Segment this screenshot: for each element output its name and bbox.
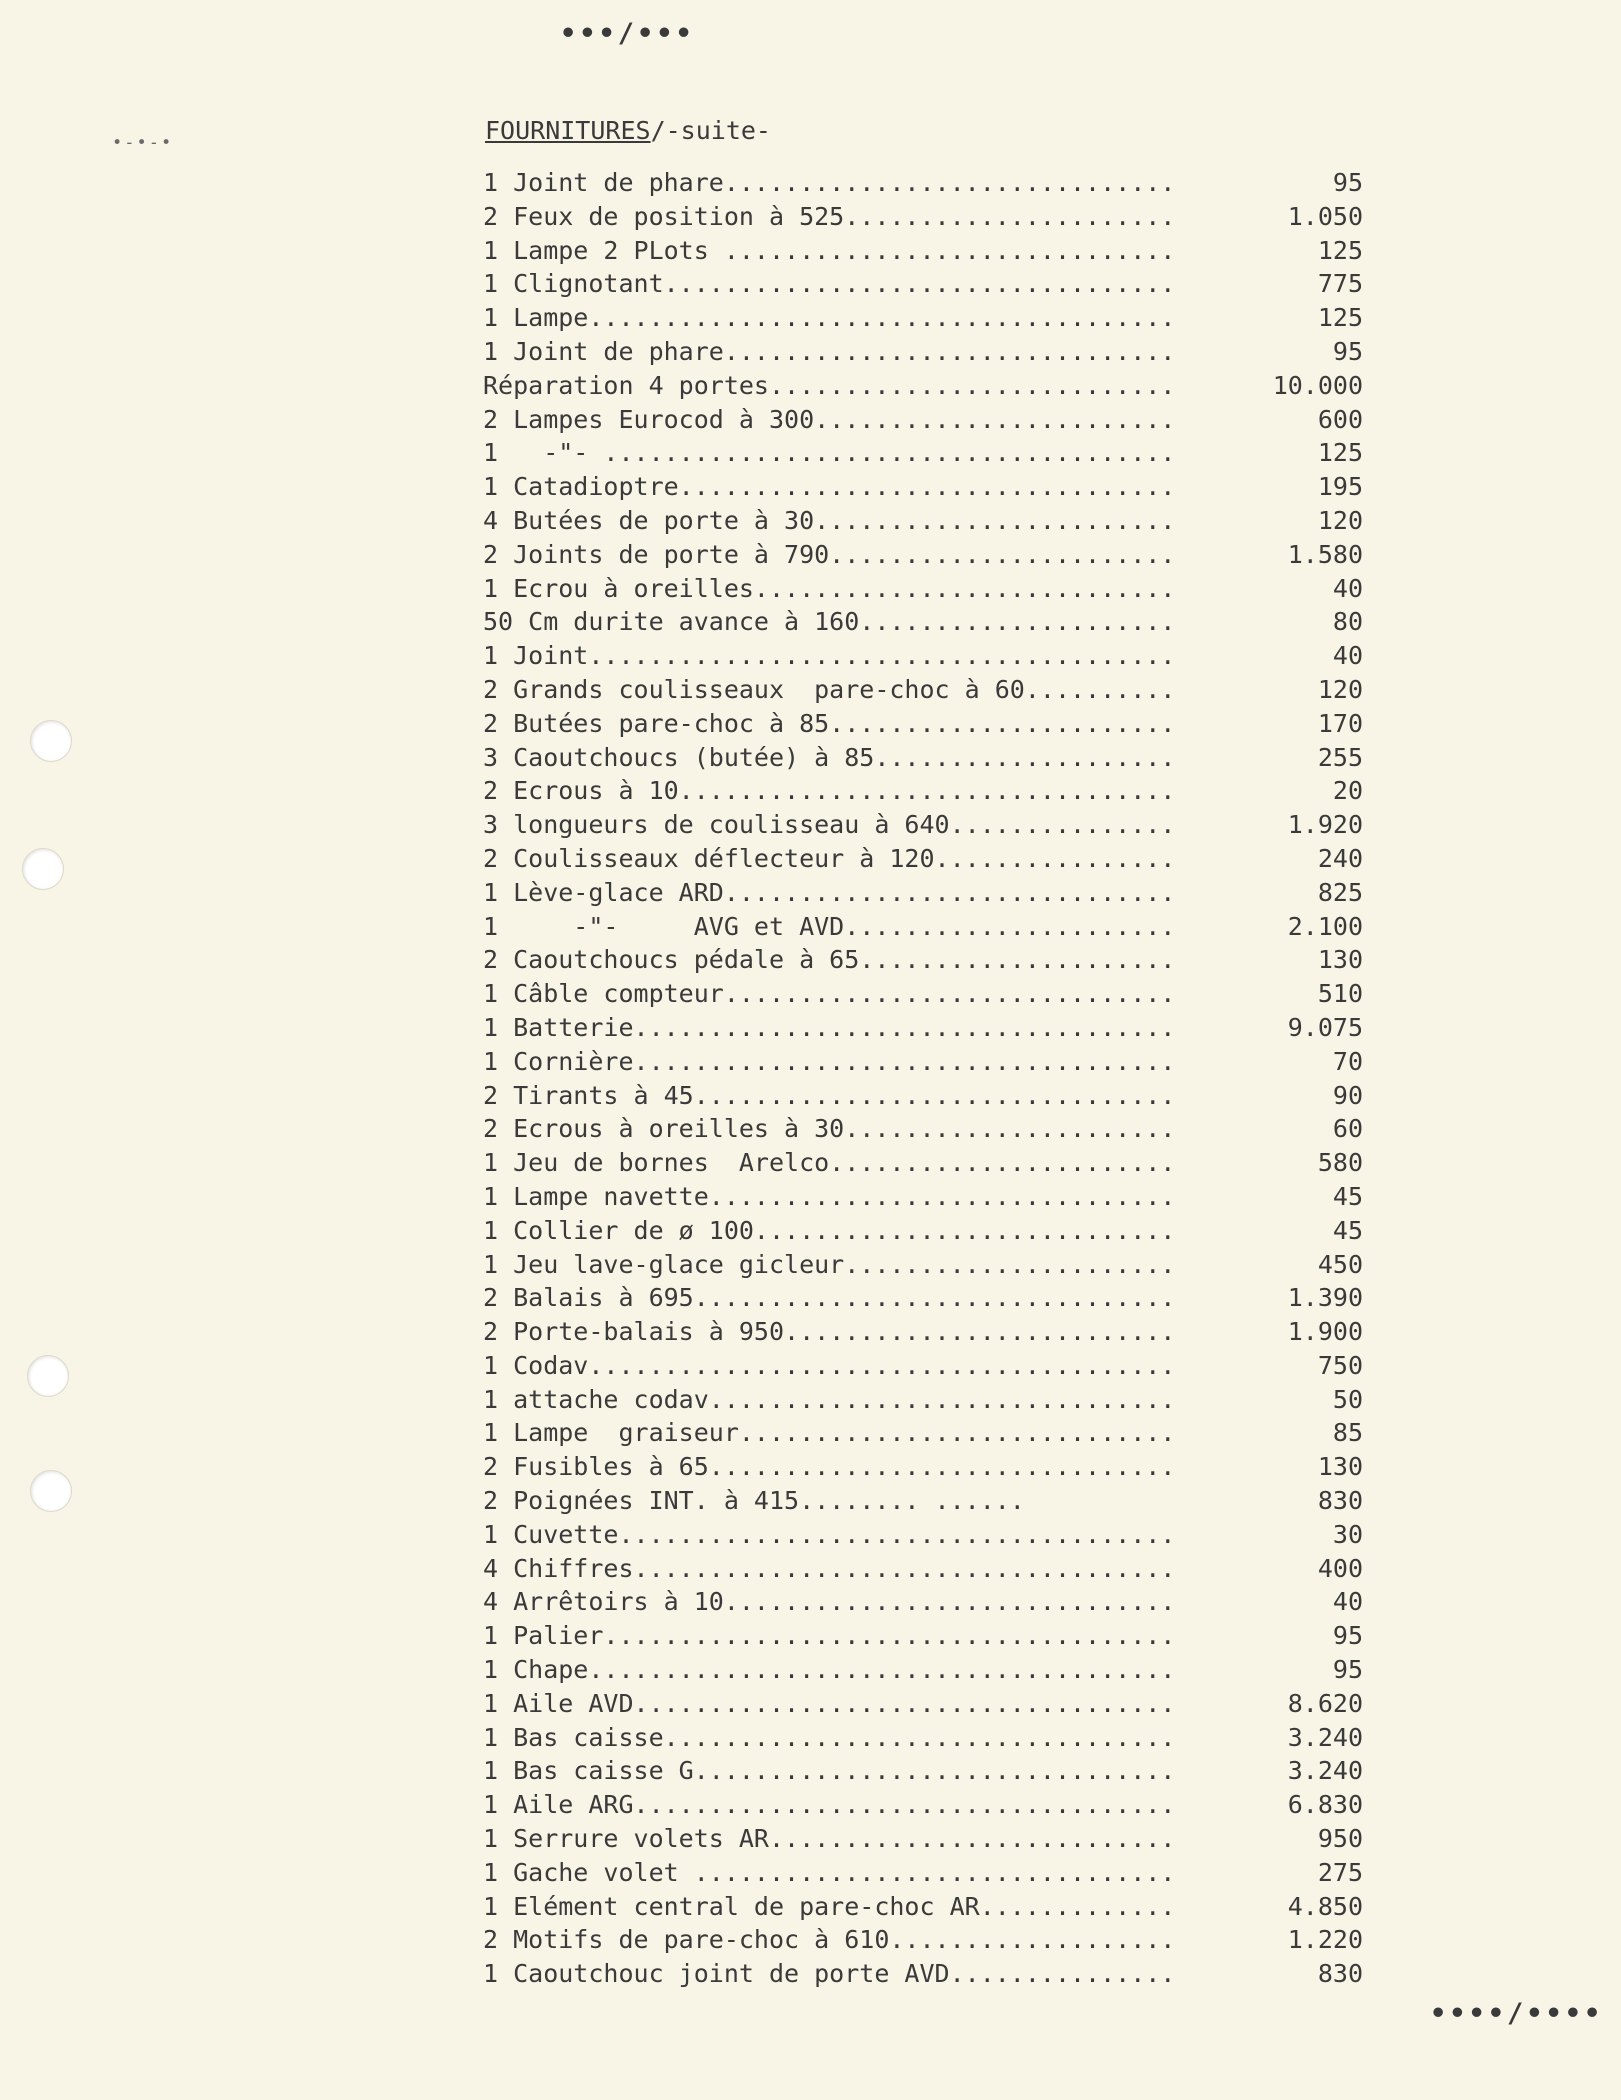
list-item [483, 1315, 1363, 1349]
list-item [483, 1754, 1363, 1788]
list-item [483, 1214, 1363, 1248]
item-amount: 50 [1332, 1384, 1363, 1414]
list-item [483, 267, 1363, 301]
section-title [485, 116, 771, 145]
list-item [483, 1890, 1363, 1924]
list-item [483, 1112, 1363, 1146]
item-description: 4 Arrêtoirs à 10.............................. [483, 1587, 1176, 1617]
item-description: 1 Joint de phare.............................. [483, 168, 1176, 197]
list-item [483, 842, 1363, 876]
list-item [483, 470, 1363, 504]
list-item [483, 1957, 1363, 1991]
punch-hole [30, 720, 72, 762]
list-item [483, 166, 1363, 200]
item-description: 1 Caoutchouc joint de porte AVD............... [483, 1959, 1176, 1989]
item-amount: 830 [1317, 1486, 1363, 1516]
item-description: 50 Cm durite avance à 160..................... [483, 607, 1176, 637]
item-amount: 95 [1332, 168, 1363, 197]
item-description: 2 Poignées INT. à 415........ ...... [483, 1486, 1025, 1516]
item-description: 2 Fusibles à 65............................... [483, 1452, 1176, 1482]
item-description: 2 Caoutchoucs pédale à 65..................... [483, 945, 1176, 975]
item-amount: 40 [1332, 573, 1363, 603]
item-description: 2 Grands coulisseaux pare-choc à 60.......... [483, 674, 1176, 704]
item-description: 1 Lampe graiseur............................. [483, 1418, 1176, 1448]
item-amount: 1.580 [1287, 539, 1363, 569]
punch-hole [27, 1355, 69, 1397]
item-description: 1 -"- AVG et AVD...................... [483, 911, 1176, 941]
list-item [483, 1856, 1363, 1890]
list-item [483, 943, 1363, 977]
item-amount: 80 [1332, 607, 1363, 637]
item-amount: 195 [1317, 472, 1363, 502]
item-amount: 70 [1332, 1046, 1363, 1076]
section-title-suffix: /-suite- [650, 116, 771, 145]
list-item [483, 977, 1363, 1011]
list-item [483, 504, 1363, 538]
item-amount: 9.075 [1287, 1012, 1363, 1042]
item-amount: 750 [1317, 1350, 1363, 1380]
item-description: 1 Cornière.................................... [483, 1046, 1176, 1076]
item-amount: 45 [1332, 1215, 1363, 1245]
item-amount: 510 [1317, 979, 1363, 1009]
item-amount: 125 [1317, 235, 1363, 265]
item-description: 1 Jeu lave-glace gicleur...................... [483, 1249, 1176, 1279]
item-description: 1 Ecrou à oreilles............................ [483, 573, 1176, 603]
list-item [483, 1146, 1363, 1180]
list-item [483, 1619, 1363, 1653]
item-description: 2 Coulisseaux déflecteur à 120................ [483, 843, 1176, 873]
item-amount: 255 [1317, 742, 1363, 772]
item-description: 1 Joint....................................... [483, 641, 1176, 671]
item-description: 1 Codav....................................... [483, 1350, 1176, 1380]
item-amount: 400 [1317, 1553, 1363, 1583]
item-amount: 8.620 [1287, 1688, 1363, 1718]
list-item [483, 1248, 1363, 1282]
item-description: 1 Batterie.................................... [483, 1012, 1176, 1042]
list-item [483, 1045, 1363, 1079]
item-description: 2 Tirants à 45................................ [483, 1080, 1176, 1110]
list-item [483, 1518, 1363, 1552]
item-amount: 275 [1317, 1857, 1363, 1887]
list-item [483, 369, 1363, 403]
list-item [483, 1653, 1363, 1687]
item-amount: 90 [1332, 1080, 1363, 1110]
item-amount: 825 [1317, 877, 1363, 907]
item-description: 1 Chape....................................... [483, 1655, 1176, 1685]
item-description: 1 Clignotant.................................. [483, 269, 1176, 299]
item-amount: 580 [1317, 1148, 1363, 1178]
item-amount: 1.220 [1287, 1925, 1363, 1955]
item-amount: 775 [1317, 269, 1363, 299]
item-amount: 120 [1317, 505, 1363, 535]
item-description: 1 Gache volet ................................ [483, 1857, 1176, 1887]
list-item [483, 910, 1363, 944]
list-item [483, 436, 1363, 470]
item-amount: 45 [1332, 1181, 1363, 1211]
list-item [483, 1079, 1363, 1113]
item-amount: 120 [1317, 674, 1363, 704]
item-amount: 830 [1317, 1959, 1363, 1989]
list-item [483, 1180, 1363, 1214]
item-description: 1 Collier de ø 100............................ [483, 1215, 1176, 1245]
item-amount: 130 [1317, 945, 1363, 975]
item-description: 1 Lampe....................................... [483, 303, 1176, 333]
list-item [483, 1687, 1363, 1721]
list-item [483, 403, 1363, 437]
item-amount: 6.830 [1287, 1790, 1363, 1820]
item-description: 2 Ecrous à oreilles à 30...................... [483, 1114, 1176, 1144]
list-item [483, 1822, 1363, 1856]
header-continuation-mark: •••/••• [560, 18, 695, 49]
item-amount: 600 [1317, 404, 1363, 434]
list-item [483, 639, 1363, 673]
list-item [483, 1416, 1363, 1450]
item-amount: 240 [1317, 843, 1363, 873]
list-item [483, 572, 1363, 606]
item-description: 1 Aile AVD.................................... [483, 1688, 1176, 1718]
item-amount: 40 [1332, 641, 1363, 671]
list-item [483, 707, 1363, 741]
list-item [483, 1349, 1363, 1383]
item-amount: 20 [1332, 776, 1363, 806]
list-item [483, 1281, 1363, 1315]
item-amount: 170 [1317, 708, 1363, 738]
item-description: 1 Lampe navette............................... [483, 1181, 1176, 1211]
supplies-list [483, 166, 1363, 1991]
item-amount: 130 [1317, 1452, 1363, 1482]
margin-mark: •-•-• [112, 133, 174, 153]
item-amount: 125 [1317, 303, 1363, 333]
item-amount: 30 [1332, 1519, 1363, 1549]
item-description: 3 longueurs de coulisseau à 640............... [483, 810, 1176, 840]
item-amount: 1.900 [1287, 1317, 1363, 1347]
item-description: 1 Catadioptre................................. [483, 472, 1176, 502]
item-description: 1 -"- ...................................... [483, 438, 1176, 468]
footer-continuation-mark: ••••/•••• [1430, 1998, 1604, 2029]
item-description: 4 Chiffres.................................... [483, 1553, 1176, 1583]
item-amount: 1.920 [1287, 810, 1363, 840]
item-amount: 95 [1332, 1621, 1363, 1651]
list-item [483, 1011, 1363, 1045]
list-item [483, 1585, 1363, 1619]
list-item [483, 200, 1363, 234]
item-description: 1 attache codav............................... [483, 1384, 1176, 1414]
list-item [483, 774, 1363, 808]
item-amount: 1.050 [1287, 201, 1363, 231]
item-amount: 3.240 [1287, 1722, 1363, 1752]
item-description: 2 Porte-balais à 950.......................... [483, 1317, 1176, 1347]
item-description: 2 Butées pare-choc à 85....................... [483, 708, 1176, 738]
item-amount: 95 [1332, 336, 1363, 366]
list-item [483, 1484, 1363, 1518]
item-description: 4 Butées de porte à 30........................ [483, 505, 1176, 535]
item-description: 1 Cuvette..................................... [483, 1519, 1176, 1549]
item-description: 2 Ecrous à 10................................. [483, 776, 1176, 806]
item-amount: 450 [1317, 1249, 1363, 1279]
list-item [483, 1383, 1363, 1417]
list-item [483, 741, 1363, 775]
item-description: 1 Bas caisse G................................ [483, 1756, 1176, 1786]
list-item [483, 673, 1363, 707]
item-description: 2 Joints de porte à 790....................... [483, 539, 1176, 569]
item-description: 2 Lampes Eurocod à 300........................ [483, 404, 1176, 434]
item-description: 1 Lève-glace ARD.............................. [483, 877, 1176, 907]
item-description: 1 Câble compteur.............................. [483, 979, 1176, 1009]
list-item [483, 538, 1363, 572]
item-description: 1 Elément central de pare-choc AR............. [483, 1891, 1176, 1921]
item-description: 1 Bas caisse.................................. [483, 1722, 1176, 1752]
item-description: 1 Joint de phare.............................. [483, 336, 1176, 366]
item-description: 2 Motifs de pare-choc à 610................... [483, 1925, 1176, 1955]
item-amount: 1.390 [1287, 1283, 1363, 1313]
item-description: 1 Lampe 2 PLots .............................. [483, 235, 1176, 265]
punch-hole [30, 1470, 72, 1512]
item-amount: 3.240 [1287, 1756, 1363, 1786]
item-description: 1 Serrure volets AR........................... [483, 1824, 1176, 1854]
list-item [483, 301, 1363, 335]
item-amount: 2.100 [1287, 911, 1363, 941]
item-amount: 10.000 [1272, 370, 1363, 400]
item-amount: 95 [1332, 1655, 1363, 1685]
item-amount: 4.850 [1287, 1891, 1363, 1921]
list-item [483, 1788, 1363, 1822]
section-title-underlined: FOURNITURES [485, 116, 651, 145]
item-amount: 125 [1317, 438, 1363, 468]
list-item [483, 1721, 1363, 1755]
item-description: 3 Caoutchoucs (butée) à 85.................... [483, 742, 1176, 772]
list-item [483, 876, 1363, 910]
list-item [483, 234, 1363, 268]
item-description: 1 Palier...................................... [483, 1621, 1176, 1651]
item-amount: 85 [1332, 1418, 1363, 1448]
list-item [483, 605, 1363, 639]
list-item [483, 1552, 1363, 1586]
list-item [483, 1450, 1363, 1484]
item-description: 1 Aile ARG.................................... [483, 1790, 1176, 1820]
list-item [483, 1923, 1363, 1957]
item-description: 2 Feux de position à 525...................... [483, 201, 1176, 231]
item-description: 2 Balais à 695................................ [483, 1283, 1176, 1313]
item-amount: 40 [1332, 1587, 1363, 1617]
list-item [483, 808, 1363, 842]
punch-hole [22, 848, 64, 890]
item-amount: 60 [1332, 1114, 1363, 1144]
list-item [483, 335, 1363, 369]
item-description: Réparation 4 portes........................... [483, 370, 1176, 400]
item-description: 1 Jeu de bornes Arelco....................... [483, 1148, 1176, 1178]
item-amount: 950 [1317, 1824, 1363, 1854]
